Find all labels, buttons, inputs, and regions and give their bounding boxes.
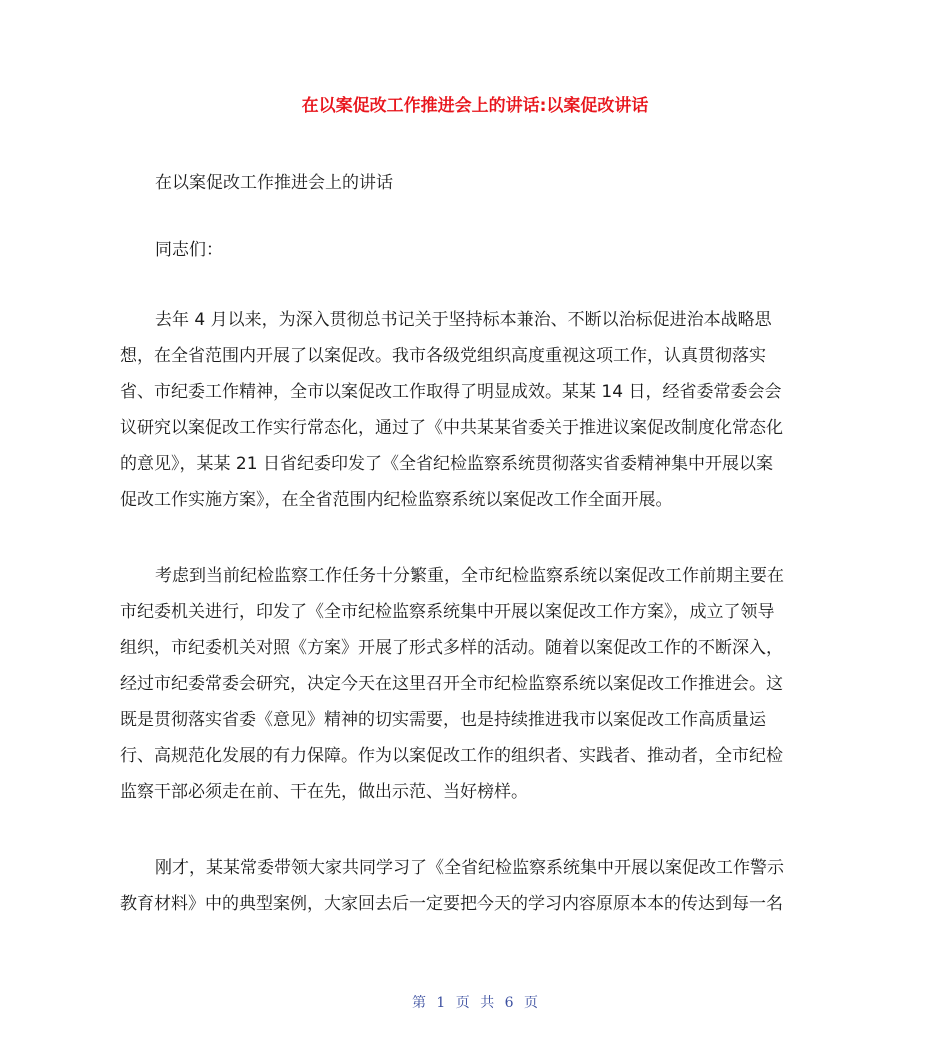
paragraph-line: 考虑到当前纪检监察工作任务十分繁重，全市纪检监察系统以案促改工作前期主要在 <box>155 566 784 586</box>
paragraph-heading <box>120 165 850 201</box>
paragraph-line: 省、市纪委工作精神，全市以案促改工作取得了明显成效。某某 14 日，经省委常委会会 <box>120 382 782 402</box>
paragraph-salutation <box>120 232 850 268</box>
paragraph-line: 在以案促改工作推进会上的讲话 <box>155 173 393 193</box>
paragraph-line: 刚才，某某常委带领大家共同学习了《全省纪检监察系统集中开展以案促改工作警示 <box>155 858 784 878</box>
paragraph-line: 经过市纪委常委会研究，决定今天在这里召开全市纪检监察系统以案促改工作推进会。这 <box>120 674 783 694</box>
paragraph-line: 组织，市纪委机关对照《方案》开展了形式多样的活动。随着以案促改工作的不断深入， <box>120 638 783 658</box>
paragraph-1 <box>120 302 850 518</box>
paragraph-line: 去年 4 月以来，为深入贯彻总书记关于坚持标本兼治、不断以治标促进治本战略思 <box>155 310 772 330</box>
paragraph-3 <box>120 850 850 922</box>
paragraph-2 <box>120 558 850 810</box>
paragraph-line: 教育材料》中的典型案例，大家回去后一定要把今天的学习内容原原本本的传达到每一名 <box>120 894 783 914</box>
paragraph-line: 市纪委机关进行，印发了《全市纪检监察系统集中开展以案促改工作方案》，成立了领导 <box>120 602 775 622</box>
paragraph-line: 促改工作实施方案》，在全省范围内纪检监察系统以案促改工作全面开展。 <box>120 490 673 510</box>
paragraph-line: 同志们： <box>155 240 223 260</box>
paragraph-line: 议研究以案促改工作实行常态化，通过了《中共某某省委关于推进议案促改制度化常态化 <box>120 418 783 438</box>
paragraph-line: 的意见》，某某 21 日省纪委印发了《全省纪检监察系统贯彻落实省委精神集中开展以案 <box>120 454 773 474</box>
paragraph-line: 既是贯彻落实省委《意见》精神的切实需要，也是持续推进我市以案促改工作高质量运 <box>120 710 766 730</box>
paragraph-line: 监察干部必须走在前、干在先，做出示范、当好榜样。 <box>120 782 528 802</box>
paragraph-line: 行、高规范化发展的有力保障。作为以案促改工作的组织者、实践者、推动者，全市纪检 <box>120 746 783 766</box>
page-footer: 第 1 页 共 6 页 <box>411 995 539 1011</box>
document-title: 在以案促改工作推进会上的讲话:以案促改讲话 <box>301 96 649 116</box>
paragraph-line: 想，在全省范围内开展了以案促改。我市各级党组织高度重视这项工作，认真贯彻落实 <box>120 346 766 366</box>
